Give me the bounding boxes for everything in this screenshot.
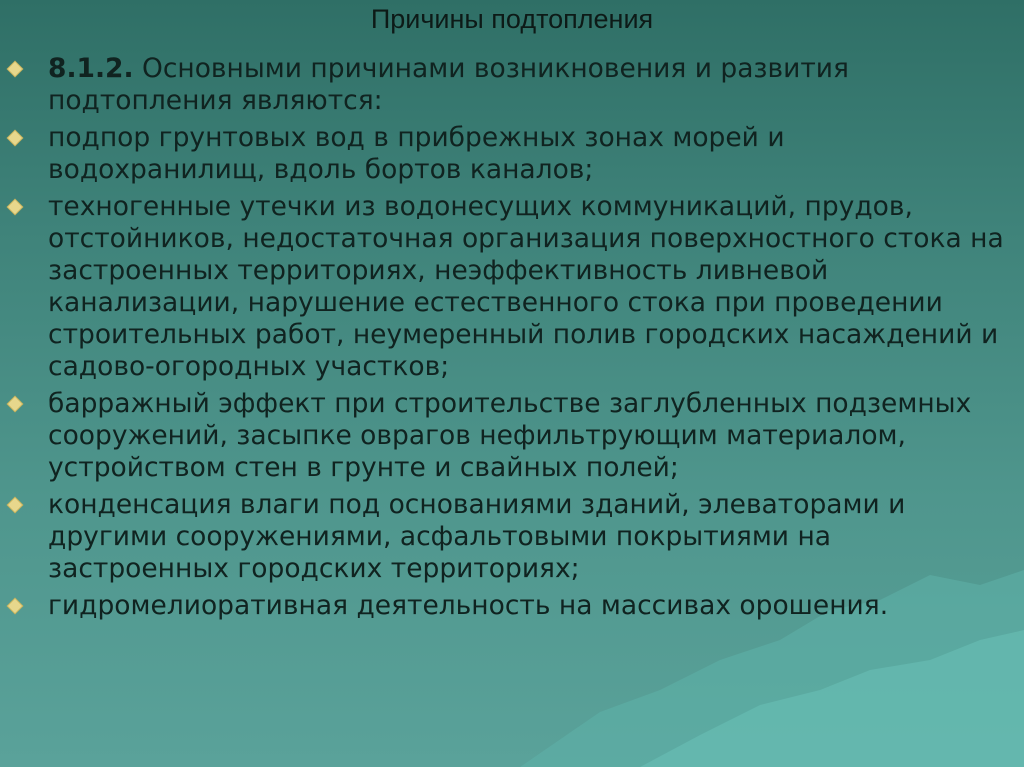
diamond-bullet-icon — [8, 200, 22, 214]
list-item — [0, 122, 1024, 186]
bullet-list — [0, 53, 1024, 627]
diamond-bullet-icon — [8, 397, 22, 411]
diamond-bullet-icon — [8, 62, 22, 76]
list-item-text: техногенные утечки из водонесущих коммуникаций, прудов, отстойников, недостаточная организация поверхностного стока на застроенных территориях, неэффективность ливневой канализации, нарушение естественного стока при проведении строительных работ, неумеренный полив городских насаждений и садово-огородных участков; — [48, 191, 1004, 382]
diamond-bullet-icon — [8, 131, 22, 145]
list-item-text: конденсация влаги под основаниями зданий, элеваторами и другими сооружениями, асфальтовыми покрытиями на застроенных городских территориях; — [48, 489, 906, 584]
section-number: 8.1.2. — [48, 53, 134, 84]
list-item-text: гидромелиоративная деятельность на массивах орошения. — [48, 590, 889, 621]
diamond-bullet-icon — [8, 498, 22, 512]
list-item — [0, 489, 1024, 585]
list-item — [0, 191, 1024, 383]
slide-title: Причины подтопления — [370, 4, 654, 34]
list-item-text: Основными причинами возникновения и развития подтопления являются: — [48, 53, 849, 116]
diamond-bullet-icon — [8, 599, 22, 613]
list-item — [0, 590, 1024, 622]
list-item-text: барражный эффект при строительстве заглубленных подземных сооружений, засыпке оврагов нефильтрующим материалом, устройством стен в грунте и свайных полей; — [48, 388, 972, 483]
list-item — [0, 53, 1024, 117]
list-item-text: подпор грунтовых вод в прибрежных зонах морей и водохранилищ, вдоль бортов каналов; — [48, 122, 785, 185]
list-item — [0, 388, 1024, 484]
